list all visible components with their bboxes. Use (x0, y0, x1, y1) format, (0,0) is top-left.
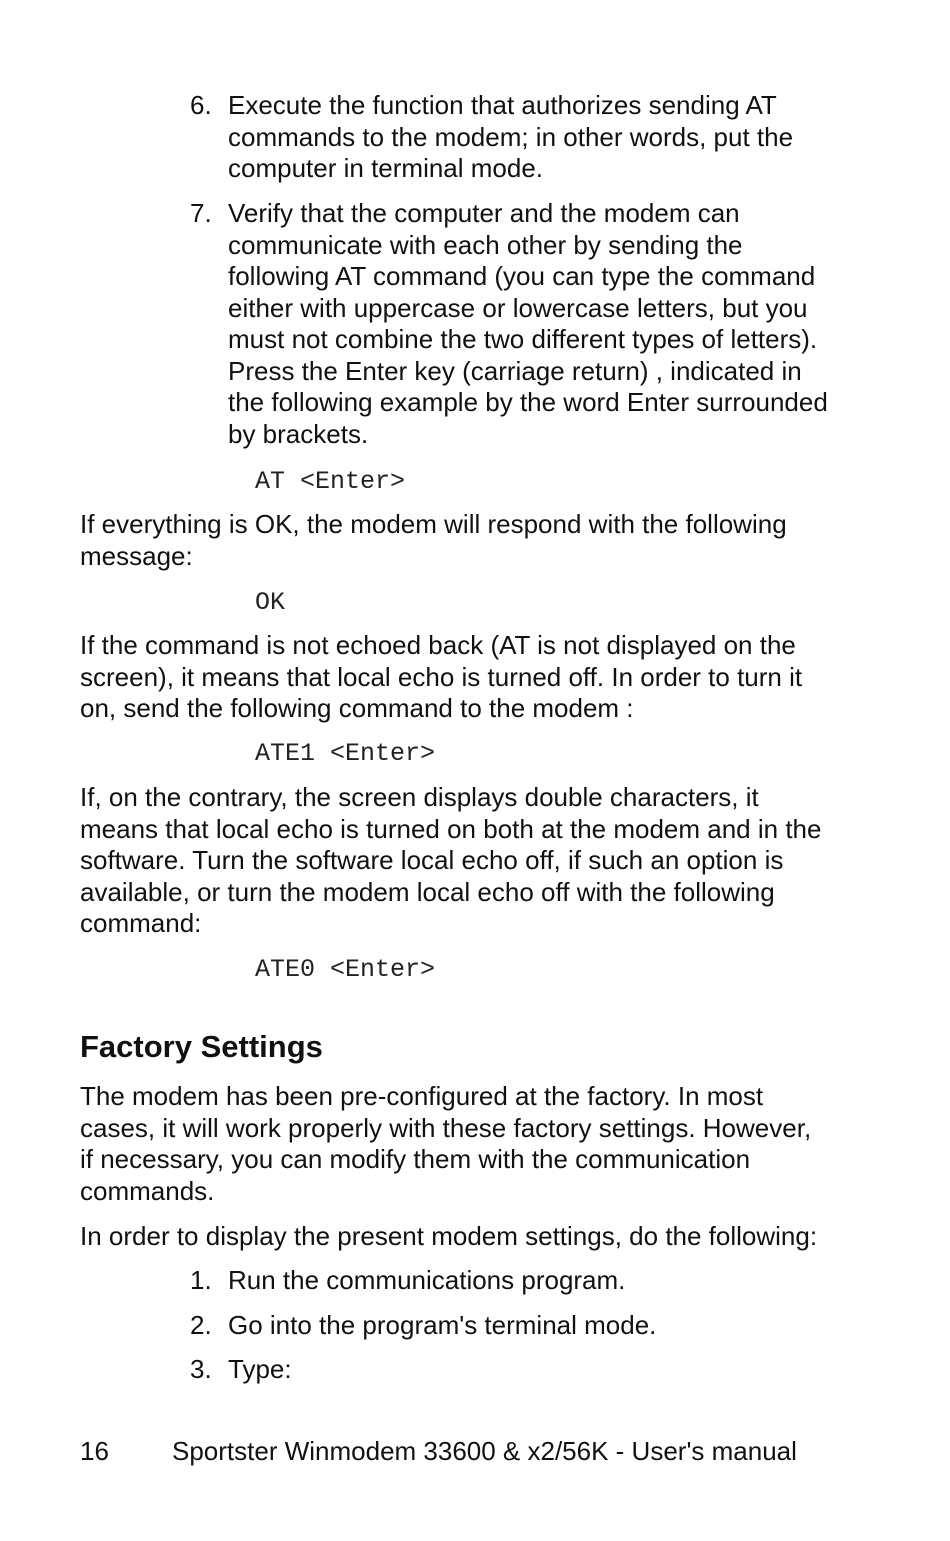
list-item-text: Go into the program's terminal mode. (228, 1310, 657, 1340)
list-item-number: 6. (190, 90, 212, 120)
footer-page-number: 16 (80, 1436, 109, 1466)
section-heading-factory-settings: Factory Settings (80, 1029, 323, 1064)
list-item-step-6 (190, 90, 850, 185)
footer-document-title: Sportster Winmodem 33600 & x2/56K - User's manual (172, 1436, 797, 1466)
code-ate1-command: ATE1 <Enter> (255, 739, 436, 768)
list-item-text: Type: (228, 1354, 292, 1384)
paragraph-double-characters: If, on the contrary, the screen displays double characters, it means that local echo is turned on both at the modem and in the software. Turn the software local echo off, if such an option is available, or turn the modem local echo off with the following command: (80, 782, 822, 938)
list-item-text: Run the communications program. (228, 1265, 626, 1295)
list-item-text: Execute the function that authorizes sending AT commands to the modem; in other words, put the computer in terminal mode. (228, 90, 794, 183)
list-item-step-1 (190, 1265, 850, 1297)
list-item-number: 7. (190, 198, 212, 228)
list-item-step-2 (190, 1310, 850, 1342)
code-ok-response: OK (255, 588, 286, 617)
paragraph-factory-preconfigured: The modem has been pre-configured at the factory. In most cases, it will work properly with these factory settings. However, if necessary, you can modify them with the communication commands. (80, 1081, 812, 1206)
code-ate0-command: ATE0 <Enter> (255, 955, 436, 984)
paragraph-echo-off: If the command is not echoed back (AT is not displayed on the screen), it means that local echo is turned off. In order to turn it on, send the following command to the modem : (80, 630, 803, 723)
list-item-number: 2. (190, 1310, 212, 1340)
paragraph-display-settings: In order to display the present modem settings, do the following: (80, 1221, 818, 1251)
list-item-number: 3. (190, 1354, 212, 1384)
list-item-text: Verify that the computer and the modem can communicate with each other by sending the following AT command (you can type the command either with uppercase or lowercase letters, but you must not combine the two different types of letters). Press the Enter key (carriage return) , indicated in the following example by the word Enter surrounded by brackets. (228, 198, 828, 449)
code-at-command: AT <Enter> (255, 467, 406, 496)
list-item-number: 1. (190, 1265, 212, 1295)
paragraph-ok-intro: If everything is OK, the modem will respond with the following message: (80, 509, 787, 571)
list-item-step-7 (190, 198, 850, 450)
list-item-step-3 (190, 1354, 850, 1386)
